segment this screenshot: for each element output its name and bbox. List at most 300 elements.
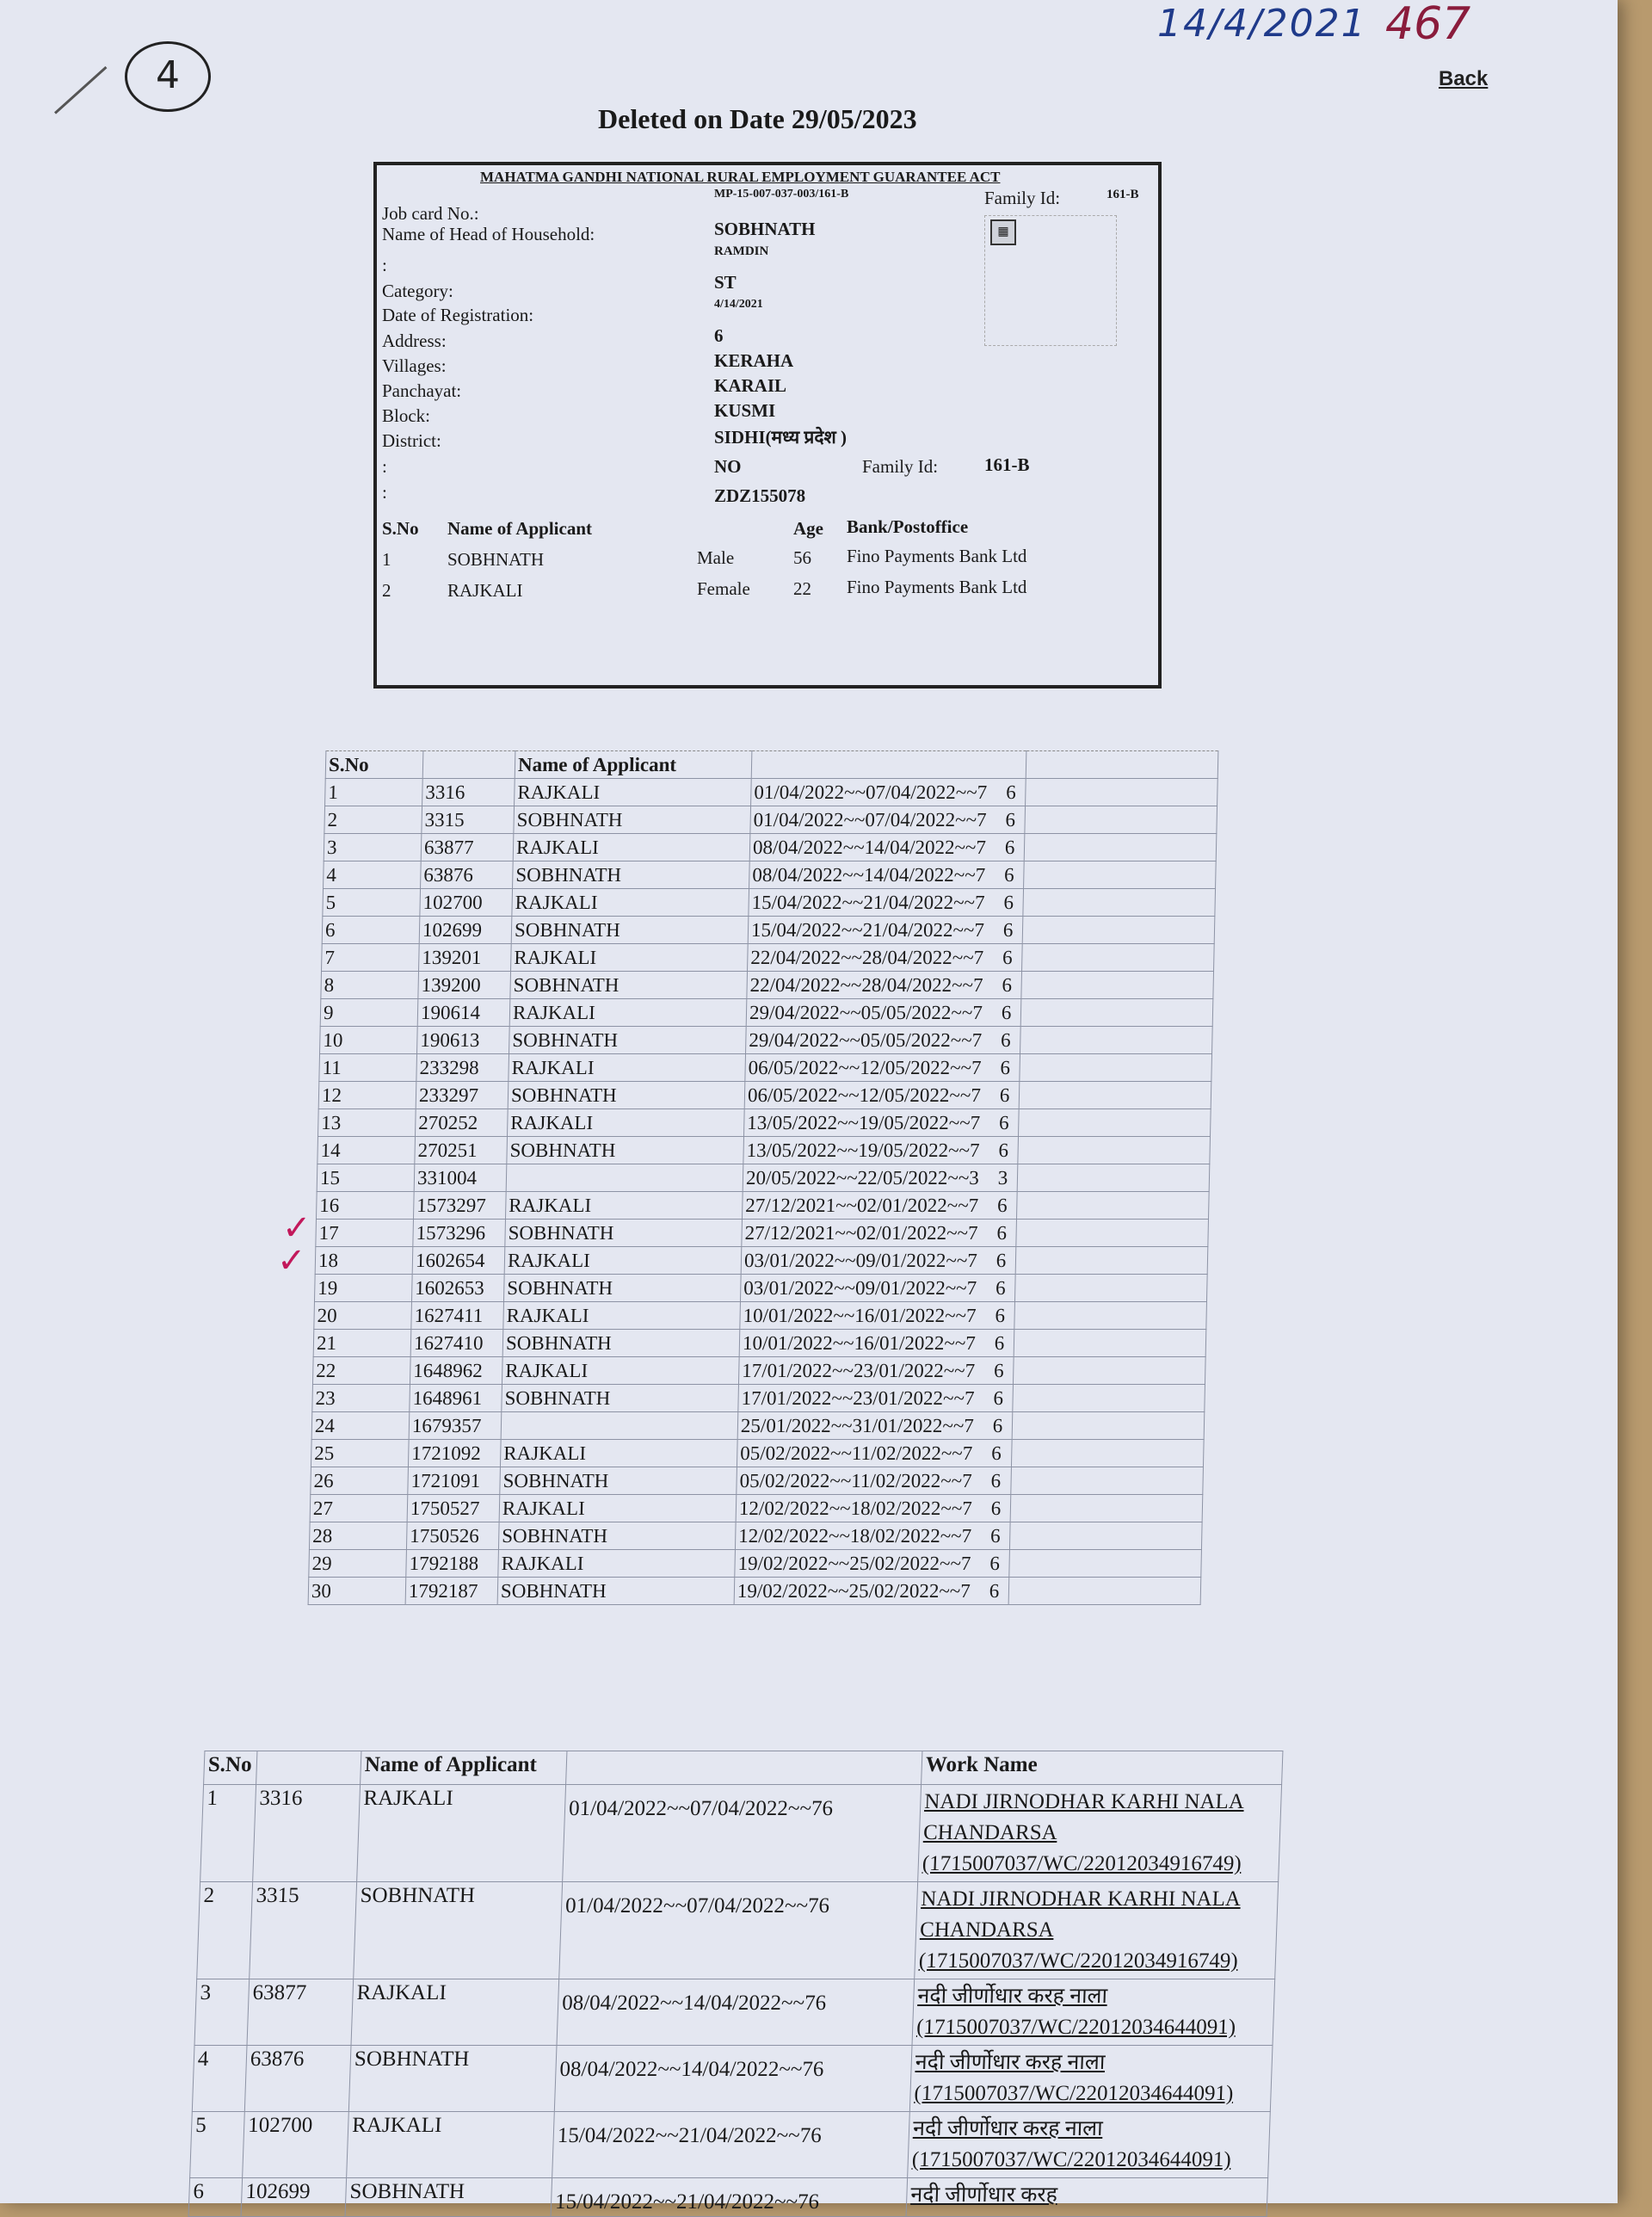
muster-id-cell: 1627410 [410,1330,503,1357]
table-row [309,1550,1202,1578]
muster-id-cell: 3316 [422,779,515,806]
bpl-value: NO [714,456,742,477]
district-label: District: [382,430,441,451]
table-row [317,1164,1210,1192]
table-row [311,1412,1205,1440]
table-row [316,1192,1209,1220]
job-card-no-label: Job card No.: [382,203,479,224]
work-name-link[interactable]: (1715007037/WC/22012034916749) [922,1852,1242,1875]
sno-cell: 12 [318,1082,416,1109]
period-text: 19/02/2022~~25/02/2022~~7 [737,1552,971,1574]
sno-cell: 4 [324,861,422,889]
applicant-name-cell: SOBHNATH [503,1275,741,1302]
applicant-name-cell: SOBHNATH [508,1082,745,1109]
work-name-link[interactable]: NADI JIRNODHAR KARHI NALA [920,1887,1242,1911]
muster-id-cell: 3315 [250,1882,357,1979]
colon-mark: : [382,456,387,477]
sno-cell: 20 [314,1302,412,1330]
id-header [256,1751,361,1785]
sno-cell: 26 [311,1467,409,1495]
period-cell [740,1275,1015,1302]
table-row [311,1440,1204,1467]
colon-mark: : [382,482,387,503]
blank-cell [1018,1137,1211,1164]
period-text: 01/04/2022~~07/04/2022~~7 [753,808,987,831]
period-cell: 08/04/2022~~14/04/2022~~76 [557,1979,915,2046]
table-row [317,1137,1211,1164]
muster-id-cell: 1573297 [413,1192,506,1220]
days-text: 6 [996,1221,1008,1244]
period-cell: 15/04/2022~~21/04/2022~~76 [551,2178,908,2217]
period-cell [738,1357,1014,1385]
muster-id-cell: 139201 [419,944,512,972]
blank-cell [1019,1082,1211,1109]
period-text: 08/04/2022~~14/04/2022~~7 [752,863,986,886]
table-row [200,1785,1282,1882]
period-text: 17/01/2022~~23/01/2022~~7 [742,1359,976,1381]
table-row [308,1578,1201,1605]
period-cell [746,999,1021,1027]
period-cell [749,889,1024,917]
blank-cell [1014,1330,1206,1357]
sno-header: S.No [325,751,423,779]
applicant-name-cell: SOBHNATH [505,1220,743,1247]
applicant-name-cell: SOBHNATH [511,917,749,944]
sno-cell: 29 [309,1550,407,1578]
period-cell [749,834,1025,861]
period-cell [750,806,1026,834]
table-row [325,779,1218,806]
blank-cell [1022,944,1215,972]
days-text: 6 [995,1304,1006,1326]
table-row [322,944,1215,972]
blank-cell [1015,1247,1208,1275]
deleted-date-title: Deleted on Date 29/05/2023 [598,103,917,134]
days-text: 6 [996,1194,1008,1216]
work-name-cell [908,2112,1271,2178]
sno-cell: 14 [317,1137,416,1164]
sno-cell: 16 [316,1192,414,1220]
sno-cell: 2 [324,806,422,834]
period-cell [738,1385,1014,1412]
muster-id-cell: 270251 [415,1137,508,1164]
period-text: 27/12/2021~~02/01/2022~~7 [745,1194,979,1216]
muster-id-cell: 1602654 [412,1247,505,1275]
muster-id-cell: 1648962 [410,1357,502,1385]
blank-cell [1020,999,1213,1027]
period-text: 20/05/2022~~22/05/2022~~3 [745,1166,980,1189]
circled-page-number: 4 [125,41,211,112]
work-name-link[interactable]: नदी जीर्णोधार करह [909,2183,1058,2207]
blank-cell [1014,1302,1207,1330]
district-value: SIDHI(मध्य प्रदेश ) [714,427,848,448]
muster-id-cell: 139200 [418,972,511,999]
blank-cell [1017,1164,1210,1192]
name-header: Name of Applicant [361,1751,567,1785]
work-name-cell [909,2046,1273,2112]
blank-cell [1016,1220,1209,1247]
applicant-name-cell [501,1412,738,1440]
sno-cell: 19 [314,1275,412,1302]
job-card-box [373,162,1162,689]
period-cell [745,1054,1020,1082]
back-link[interactable]: Back [1439,67,1489,90]
days-text: 6 [989,1579,1000,1602]
period-cell [740,1302,1015,1330]
sno-header: S.No [204,1751,257,1785]
registration-date-value: 4/14/2021 [714,298,763,311]
applicant-age: 56 [793,547,811,568]
pen-mark [54,66,107,114]
muster-id-cell: 63877 [247,1979,354,2046]
work-name-link[interactable]: (1715007037/WC/22012034644091) [915,2016,1236,2039]
blank-cell [1024,861,1217,889]
sno-cell: 15 [317,1164,415,1192]
father-name-value: RAMDIN [714,244,769,258]
applicant-bank: Fino Payments Bank Ltd [847,577,1027,597]
work-name-link[interactable]: नदी जीर्णोधार करह नाला [912,2117,1104,2140]
period-cell: 15/04/2022~~21/04/2022~~76 [552,2112,910,2178]
address-label: Address: [382,330,447,351]
table-row [318,1082,1211,1109]
days-text: 6 [1002,946,1013,968]
blank-cell [1012,1412,1205,1440]
family-id-value-2: 161-B [984,454,1030,475]
period-text: 22/04/2022~~28/04/2022~~7 [750,946,984,968]
table-row [309,1522,1202,1550]
sno-cell: 1 [325,779,423,806]
muster-id-cell: 233297 [416,1082,509,1109]
period-cell [748,944,1023,972]
muster-id-cell: 1602653 [411,1275,504,1302]
table-row [314,1275,1207,1302]
work-name-link[interactable]: नदी जीर्णोधार करह नाला [917,1985,1108,2008]
work-name-link[interactable]: नदी जीर्णोधार करह नाला [915,2051,1106,2074]
applicant-name-cell: SOBHNATH [354,1882,563,1979]
applicant-name-cell: RAJKALI [512,889,749,917]
muster-id-cell: 1750527 [407,1495,500,1522]
blank-cell [1013,1385,1205,1412]
sno-cell: 30 [308,1578,406,1605]
period-cell [737,1440,1012,1467]
applicant-name-cell: RAJKALI [351,1979,559,2046]
applicant-name-cell: SOBHNATH [500,1467,737,1495]
applicant-age-header: Age [793,518,823,539]
panchayat-label: Panchayat: [382,380,462,401]
applicant-name-cell: RAJKALI [499,1495,737,1522]
sno-cell: 24 [311,1412,410,1440]
sno-cell: 2 [197,1882,253,1979]
blank-cell [1009,1550,1202,1578]
days-text: 6 [1002,973,1013,996]
days-text: 6 [1003,891,1014,913]
applicant-name-cell: RAJKALI [509,999,747,1027]
blank-cell [1020,1027,1213,1054]
sno-cell: 5 [323,889,421,917]
sno-cell: 6 [322,917,420,944]
blank-cell [1026,779,1218,806]
applicant-name-cell: SOBHNATH [513,861,750,889]
muster-id-cell: 190614 [417,999,510,1027]
table-row [194,1979,1275,2046]
sno-cell: 3 [194,1979,250,2046]
sno-cell: 13 [318,1109,416,1137]
muster-id-cell: 1627411 [411,1302,504,1330]
period-cell [734,1578,1009,1605]
days-text: 6 [1000,1028,1011,1051]
sno-cell: 10 [320,1027,418,1054]
muster-id-cell: 1750526 [406,1522,499,1550]
work-name-table [188,1751,1284,2217]
sno-cell: 1 [200,1785,256,1882]
muster-id-cell: 102699 [241,2178,347,2217]
village-label: Villages: [382,355,447,376]
period-text: 29/04/2022~~05/05/2022~~7 [749,1028,983,1051]
muster-id-cell: 1721092 [408,1440,501,1467]
applicant-name: SOBHNATH [447,549,545,570]
blank-cell [1010,1495,1203,1522]
work-name-cell [918,1785,1282,1882]
epic-value: ZDZ155078 [714,485,806,506]
blank-cell [1020,1054,1212,1082]
act-header: MAHATMA GANDHI NATIONAL RURAL EMPLOYMENT GUARANTEE ACT [480,169,1001,185]
work-period-table [308,750,1219,1605]
sno-cell: 6 [188,2178,243,2217]
handwritten-number: 467 [1385,0,1471,50]
job-card-number: MP-15-007-037-003/161-B [714,188,849,201]
applicant-sno: 2 [382,580,391,601]
applicant-name-cell: RAJKALI [505,1192,743,1220]
period-cell [737,1467,1012,1495]
blank-cell [1024,834,1217,861]
muster-id-cell: 3315 [422,806,515,834]
muster-id-cell: 1721091 [408,1467,501,1495]
table-row [192,2046,1273,2112]
sno-cell: 4 [192,2046,247,2112]
sno-cell: 23 [312,1385,410,1412]
period-cell [735,1522,1010,1550]
table-row [322,917,1215,944]
colon-mark: : [382,255,387,275]
applicant-name-cell: SOBHNATH [509,1027,747,1054]
blank-cell [1021,972,1214,999]
period-text: 03/01/2022~~09/01/2022~~7 [743,1276,977,1299]
work-name-link[interactable]: (1715007037/WC/22012034644091) [914,2082,1234,2105]
applicant-name-cell: SOBHNATH [345,2178,552,2217]
blank-cell [1016,1192,1209,1220]
period-text: 17/01/2022~~23/01/2022~~7 [741,1386,975,1409]
category-value: ST [714,272,737,293]
block-label: Block: [382,405,430,426]
muster-id-cell: 63877 [421,834,514,861]
muster-id-cell: 63876 [244,2046,351,2112]
table-row [324,834,1217,861]
period-text: 29/04/2022~~05/05/2022~~7 [749,1001,983,1023]
period-text: 06/05/2022~~12/05/2022~~7 [747,1084,982,1106]
photo-placeholder [984,215,1117,346]
blank-cell [1011,1440,1204,1467]
muster-id-cell: 3316 [253,1785,361,1882]
period-text: 15/04/2022~~21/04/2022~~7 [750,918,985,941]
period-text: 27/12/2021~~02/01/2022~~7 [744,1221,978,1244]
blank-cell [1014,1275,1207,1302]
applicant-bank-header: Bank/Postoffice [847,516,969,537]
table-row [311,1467,1204,1495]
sno-cell: 21 [313,1330,411,1357]
period-cell [744,1082,1020,1109]
period-cell [744,1109,1020,1137]
period-cell [739,1330,1014,1357]
work-name-link[interactable]: CHANDARSA [919,1918,1055,1942]
days-text: 6 [998,1111,1009,1133]
blank-cell [1025,806,1217,834]
muster-id-cell: 331004 [414,1164,507,1192]
applicant-name-cell: RAJKALI [502,1357,739,1385]
period-cell: 08/04/2022~~14/04/2022~~76 [554,2046,912,2112]
check-mark-icon: ✓ [282,1208,311,1248]
days-text: 6 [990,1497,1002,1519]
applicant-name-cell: RAJKALI [500,1440,737,1467]
days-text: 6 [1004,836,1015,858]
extra-header [1026,751,1218,779]
days-text: 6 [999,1084,1010,1106]
blank-cell [1022,917,1215,944]
sno-cell: 8 [321,972,419,999]
period-cell [751,779,1026,806]
table-row [323,889,1216,917]
table-row [315,1247,1208,1275]
period-cell [736,1495,1011,1522]
table-row [312,1357,1205,1385]
applicant-gender: Female [697,578,750,599]
days-text: 6 [992,1414,1003,1436]
table-row [320,1027,1213,1054]
blank-cell [1011,1467,1204,1495]
applicant-name-cell: RAJKALI [498,1550,736,1578]
work-name-cell [912,1979,1275,2046]
table-row [321,972,1214,999]
muster-id-cell: 102700 [420,889,513,917]
sno-cell: 28 [309,1522,407,1550]
work-name-link[interactable]: CHANDARSA [922,1821,1058,1844]
sno-cell: 18 [315,1247,413,1275]
work-name-link[interactable]: (1715007037/WC/22012034644091) [911,2148,1232,2171]
id-header [422,751,515,779]
applicant-name-cell: SOBHNATH [498,1522,736,1550]
family-id-value: 161-B [1106,188,1139,201]
family-id-label: Family Id: [984,188,1061,208]
days-text: 6 [989,1524,1001,1547]
applicant-name-cell: SOBHNATH [502,1330,740,1357]
applicant-sno: 1 [382,549,391,570]
handwritten-date: 14/4/2021 [1157,2,1367,46]
days-text: 6 [1000,1056,1011,1078]
period-text: 15/04/2022~~21/04/2022~~7 [751,891,985,913]
days-text: 3 [997,1166,1008,1189]
period-text: 22/04/2022~~28/04/2022~~7 [749,973,983,996]
applicant-name-cell: SOBHNATH [497,1578,735,1605]
period-text: 05/02/2022~~11/02/2022~~7 [739,1469,972,1491]
period-text: 19/02/2022~~25/02/2022~~7 [737,1579,971,1602]
blank-cell [1009,1522,1202,1550]
table-row [318,1109,1211,1137]
table-row [313,1330,1206,1357]
days-text: 6 [993,1359,1004,1381]
applicant-age: 22 [793,578,811,599]
applicant-bank: Fino Payments Bank Ltd [847,546,1027,566]
applicant-name-cell [506,1164,743,1192]
period-cell [735,1550,1010,1578]
table-header-row [204,1751,1283,1785]
period-cell [746,1027,1021,1054]
head-of-household-label: Name of Head of Household: [382,224,595,244]
period-cell [737,1412,1013,1440]
muster-id-cell: 233298 [416,1054,509,1082]
name-header: Name of Applicant [515,751,752,779]
applicant-name-cell: SOBHNATH [507,1137,744,1164]
table-header-row [325,751,1218,779]
period-cell [743,1164,1018,1192]
muster-id-cell: 63876 [421,861,514,889]
period-text: 25/01/2022~~31/01/2022~~7 [740,1414,975,1436]
sno-cell: 27 [310,1495,408,1522]
period-text: 13/05/2022~~19/05/2022~~7 [747,1111,981,1133]
period-text: 05/02/2022~~11/02/2022~~7 [740,1442,973,1464]
sno-cell: 5 [190,2112,245,2178]
blank-cell [1023,889,1216,917]
muster-id-cell: 102700 [243,2112,349,2178]
days-text: 6 [1003,863,1014,886]
check-mark-icon: ✓ [277,1241,306,1281]
period-text: 06/05/2022~~12/05/2022~~7 [748,1056,982,1078]
work-name-link[interactable]: NADI JIRNODHAR KARHI NALA [923,1790,1245,1813]
table-row [316,1220,1209,1247]
panchayat-value: KARAIL [714,375,787,396]
days-text: 6 [998,1139,1009,1161]
muster-id-cell: 102699 [419,917,512,944]
family-id-label-2: Family Id: [862,456,939,477]
days-text: 6 [1002,918,1014,941]
applicant-name: RAJKALI [447,580,523,601]
days-text: 6 [989,1552,1001,1574]
applicant-name-header: Name of Applicant [447,518,592,539]
work-name-header: Work Name [922,1751,1283,1785]
muster-id-cell: 1573296 [413,1220,506,1247]
blank-cell [1008,1578,1201,1605]
applicant-name-cell: RAJKALI [508,1109,745,1137]
sno-cell: 3 [324,834,422,861]
days-text: 6 [991,1442,1002,1464]
period-text: 03/01/2022~~09/01/2022~~7 [743,1249,978,1271]
period-cell [748,917,1023,944]
period-cell [741,1247,1016,1275]
address-value: 6 [714,325,724,346]
village-value: KERAHA [714,350,794,371]
applicant-name-cell: RAJKALI [504,1247,742,1275]
table-row [324,806,1217,834]
work-name-cell [915,1882,1279,1979]
work-name-link[interactable]: (1715007037/WC/22012034916749) [918,1949,1239,1973]
blank-cell [1019,1109,1211,1137]
period-text: 10/01/2022~~16/01/2022~~7 [743,1304,977,1326]
table-row [310,1495,1203,1522]
sno-cell: 9 [320,999,418,1027]
block-value: KUSMI [714,400,776,421]
applicant-name-cell: SOBHNATH [348,2046,557,2112]
blank-cell [1013,1357,1205,1385]
sno-cell: 17 [316,1220,414,1247]
broken-image-icon: ▦ [990,219,1016,245]
